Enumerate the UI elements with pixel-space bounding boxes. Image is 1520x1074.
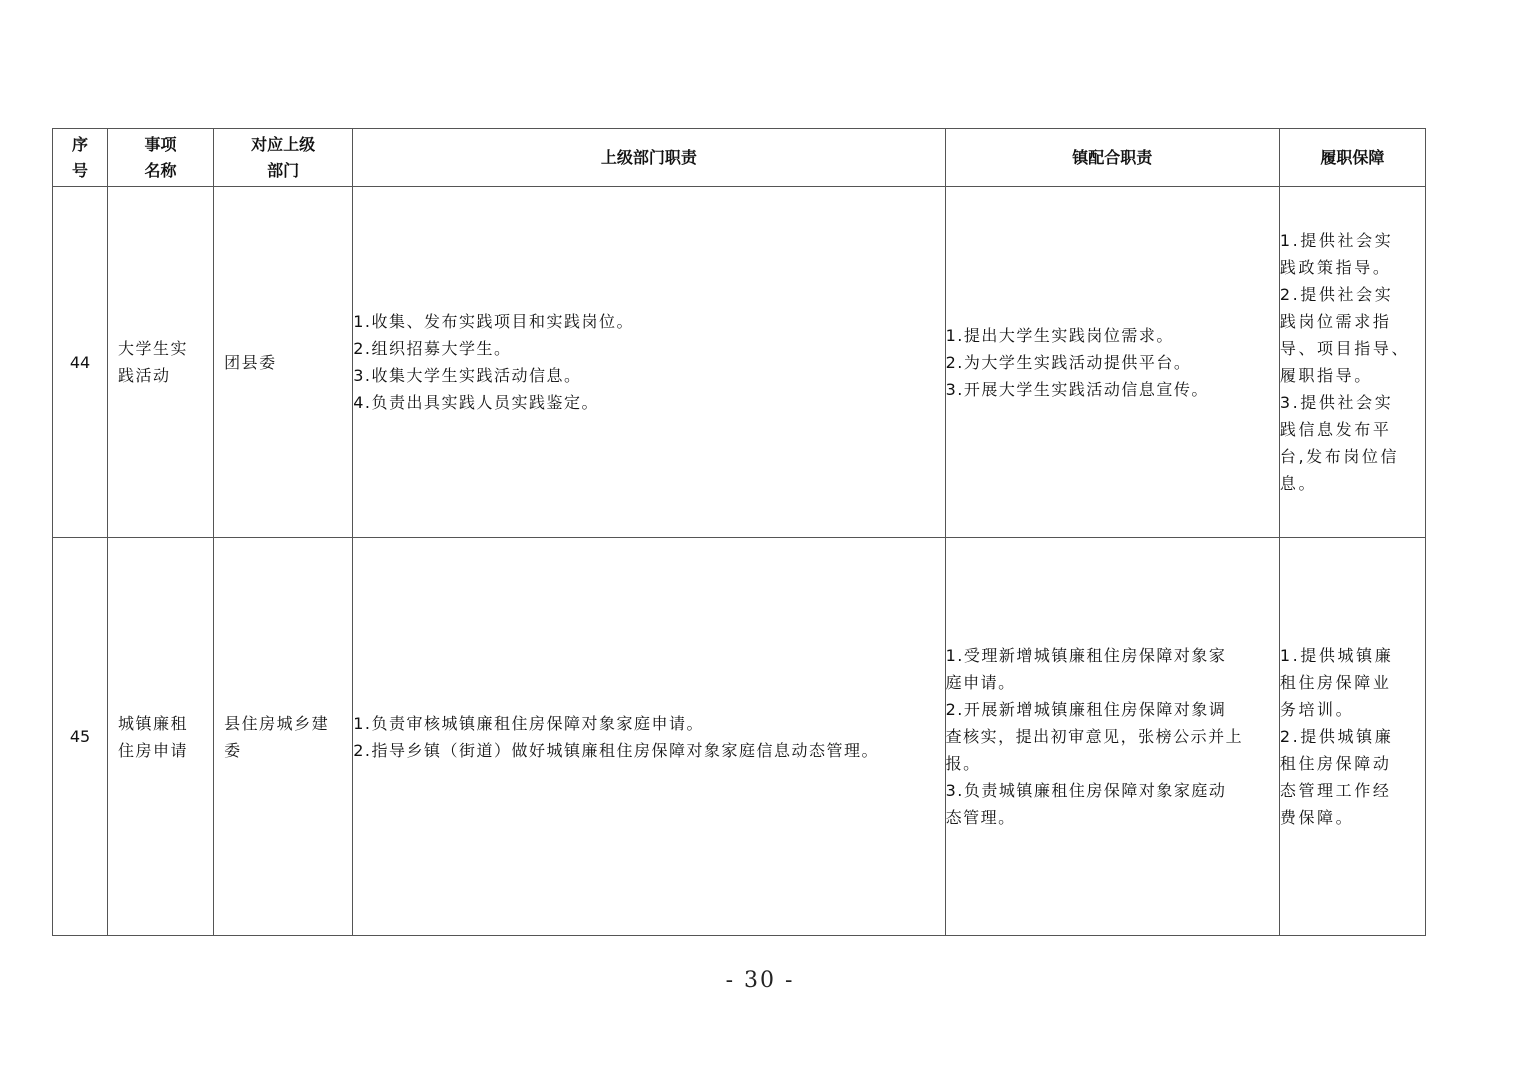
row-town-duties: 1.受理新增城镇廉租住房保障对象家 庭申请。 2.开展新增城镇廉租住房保障对象调 查核实，提出初审意见，张榜公示并上 报。 3.负责城镇廉租住房保障对象家庭动 态管理。 <box>945 538 1279 936</box>
table-header-row <box>53 129 1426 187</box>
row-item-name: 大学生实 践活动 <box>108 187 214 538</box>
row-item-name: 城镇廉租 住房申请 <box>108 538 214 936</box>
page-number: - 30 - <box>725 968 795 993</box>
row-town-duties: 1.提出大学生实践岗位需求。 2.为大学生实践活动提供平台。 3.开展大学生实践活动信息宣传。 <box>945 187 1279 538</box>
table-row <box>53 538 1426 936</box>
row-seq: 44 <box>53 187 108 538</box>
row-superior-dept: 团县委 <box>214 187 353 538</box>
row-guarantee: 1.提供城镇廉 租住房保障业 务培训。 2.提供城镇廉 租住房保障动 态管理工作经 费保障。 <box>1279 538 1425 936</box>
row-seq: 45 <box>53 538 108 936</box>
row-guarantee: 1.提供社会实 践政策指导。 2.提供社会实 践岗位需求指 导、项目指导、 履职指导。 3.提供社会实 践信息发布平 台,发布岗位信 息。 <box>1279 187 1425 538</box>
row-superior-duties: 1.负责审核城镇廉租住房保障对象家庭申请。 2.指导乡镇（街道）做好城镇廉租住房保障对象家庭信息动态管理。 <box>353 538 945 936</box>
header-superior-duties: 上级部门职责 <box>353 129 945 187</box>
duty-table <box>52 128 1426 936</box>
header-town-duties: 镇配合职责 <box>945 129 1279 187</box>
header-seq: 序 号 <box>53 129 108 187</box>
header-superior-dept: 对应上级 部门 <box>214 129 353 187</box>
row-superior-duties: 1.收集、发布实践项目和实践岗位。 2.组织招募大学生。 3.收集大学生实践活动信息。 4.负责出具实践人员实践鉴定。 <box>353 187 945 538</box>
header-item-name: 事项 名称 <box>108 129 214 187</box>
header-guarantee: 履职保障 <box>1279 129 1425 187</box>
table-row <box>53 187 1426 538</box>
row-superior-dept: 县住房城乡建 委 <box>214 538 353 936</box>
